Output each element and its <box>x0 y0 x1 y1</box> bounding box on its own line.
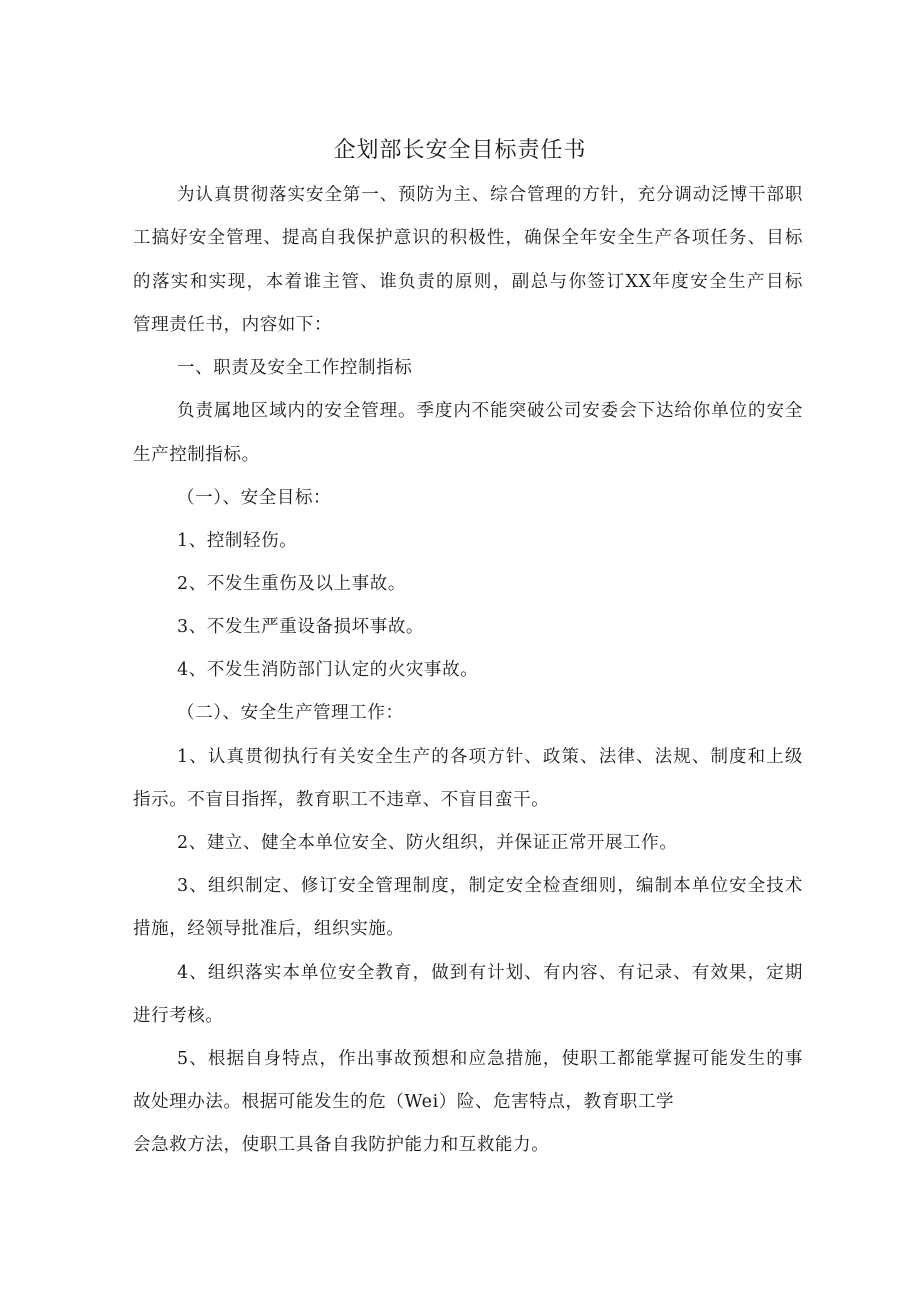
section-heading: 一、职责及安全工作控制指标 <box>177 358 413 378</box>
paragraph-line: 故处理办法。根据可能发生的危（Wei）险、危害特点，教育职工学 <box>133 1092 675 1112</box>
paragraph-line: 会急救方法，使职工具备自我防护能力和互救能力。 <box>133 1135 550 1155</box>
paragraph-line: 进行考核。 <box>133 1006 224 1026</box>
paragraph-line: 生产控制指标。 <box>133 445 260 465</box>
list-item: 2、建立、健全本单位安全、防火组织，并保证正常开展工作。 <box>177 833 678 853</box>
list-item: 4、组织落实本单位安全教育，做到有计划、有内容、有记录、有效果，定期 <box>177 963 803 983</box>
list-item: 1、控制轻伤。 <box>177 531 298 551</box>
paragraph-line: 措施，经领导批准后，组织实施。 <box>133 919 405 939</box>
document-title: 企划部长安全目标责任书 <box>333 138 587 163</box>
subsection-heading: （一）、安全目标： <box>177 488 332 508</box>
paragraph-line: 为认真贯彻落实安全第一、预防为主、综合管理的方针，充分调动泛博干部职 <box>177 185 803 205</box>
list-item: 2、不发生重伤及以上事故。 <box>177 574 406 594</box>
paragraph-line: 的落实和实现，本着谁主管、谁负责的原则，副总与你签订XX年度安全生产目标 <box>133 272 803 292</box>
paragraph-line: 管理责任书，内容如下： <box>133 315 333 335</box>
list-item: 5、根据自身特点，作出事故预想和应急措施，使职工都能掌握可能发生的事 <box>177 1049 803 1069</box>
paragraph-line: 工搞好安全管理、提高自我保护意识的积极性，确保全年安全生产各项任务、目标 <box>133 228 803 248</box>
paragraph-line: 负责属地区域内的安全管理。季度内不能突破公司安委会下达给你单位的安全 <box>177 401 803 421</box>
list-item: 4、不发生消防部门认定的火灾事故。 <box>177 660 479 680</box>
list-item: 3、组织制定、修订安全管理制度，制定安全检查细则，编制本单位安全技术 <box>177 876 803 896</box>
list-item: 3、不发生严重设备损坏事故。 <box>177 617 425 637</box>
subsection-heading: （二）、安全生产管理工作： <box>177 703 404 723</box>
list-item: 1、认真贯彻执行有关安全生产的各项方针、政策、法律、法规、制度和上级 <box>177 747 803 767</box>
paragraph-line: 指示。不盲目指挥，教育职工不违章、不盲目蛮干。 <box>133 790 550 810</box>
